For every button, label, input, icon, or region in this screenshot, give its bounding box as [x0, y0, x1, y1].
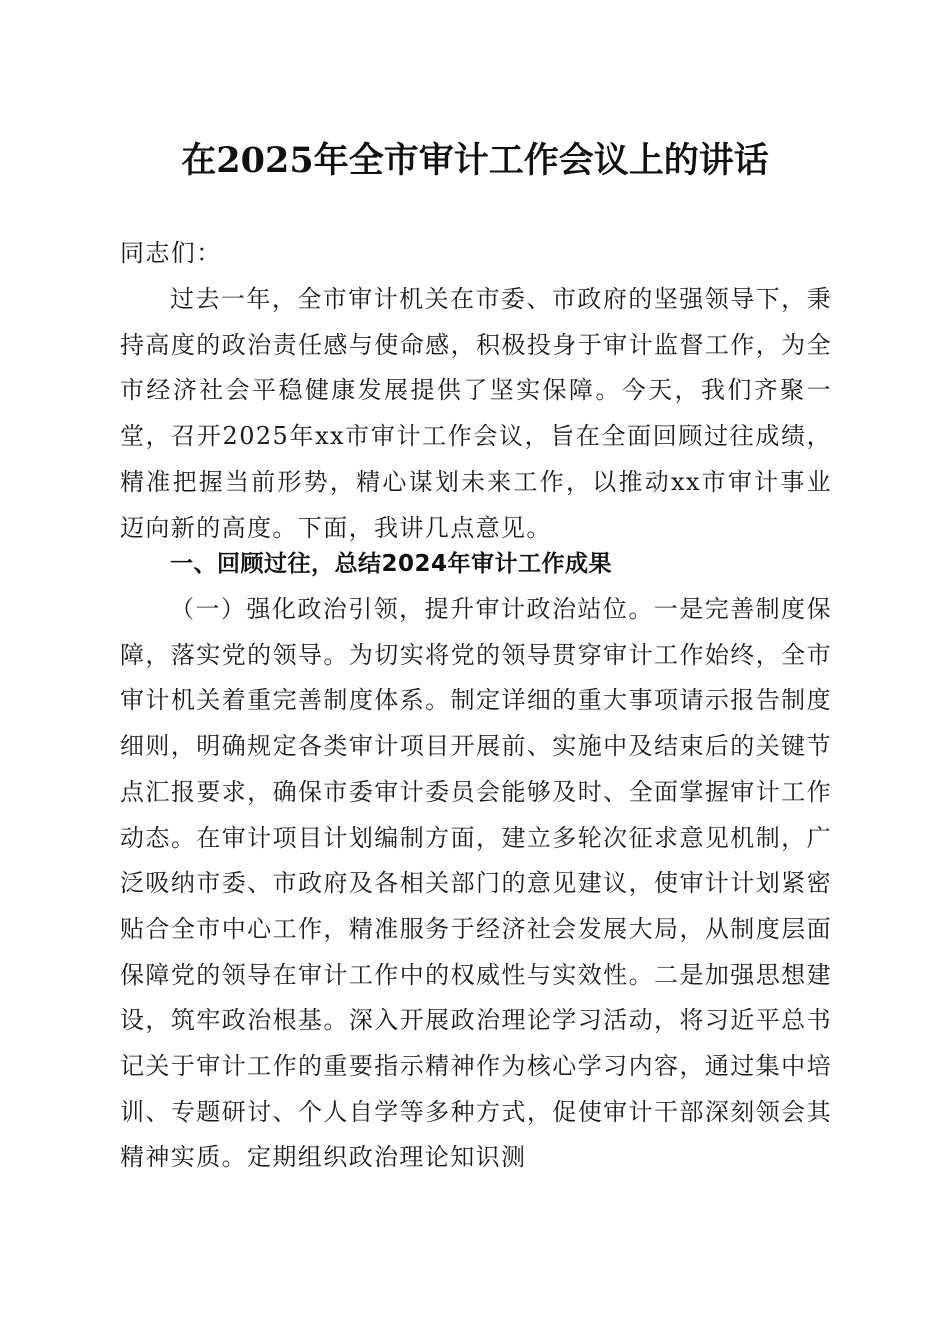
section-heading: 一、回顾过往，总结2024年审计工作成果	[170, 551, 613, 577]
salutation: 同志们：	[120, 239, 222, 267]
subsection-text: 一是完善制度保障，落实党的领导。为切实将党的领导贯穿审计工作始终，全市审计机关着重完善制度体系。制定详细的重大事项请示报告制度细则，明确规定各类审计项目开展前、实施中及结束后的关键节点汇报要求，确保市委审计委员会能够及时、全面掌握审计工作动态。在审计项目计划编制方面，建立多轮次征求意见机制，广泛吸纳市委、市政府及各相关部门的意见建议，使审计计划紧密贴合全市中心工作，精准服务于经济社会发展大局，从制度层面保障党的领导在审计工作中的权威性与实效性。二是加强思想建设，筑牢政治根基。深入开展政治理论学习活动，将习近平总书记关于审计工作的重要指示精神作为核心学习内容，通过集中培训、专题研讨、个人自学等多种方式，促使审计干部深刻领会其精神实质。定期组织政治理论知识测	[120, 595, 832, 1172]
subsection-heading: （一）强化政治引领，提升审计政治站位。	[170, 595, 654, 623]
section-paragraph	[120, 587, 832, 1181]
intro-paragraph: 过去一年，全市审计机关在市委、市政府的坚强领导下，秉持高度的政治责任感与使命感，积极投身于审计监督工作，为全市经济社会平稳健康发展提供了坚实保障。今天，我们齐聚一堂，召开2025年xx市审计工作会议，旨在全面回顾过往成绩，精准把握当前形势，精心谋划未来工作，以推动xx市审计事业迈向新的高度。下面，我讲几点意见。	[120, 285, 832, 542]
document-title: 在2025年全市审计工作会议上的讲话	[181, 140, 769, 181]
